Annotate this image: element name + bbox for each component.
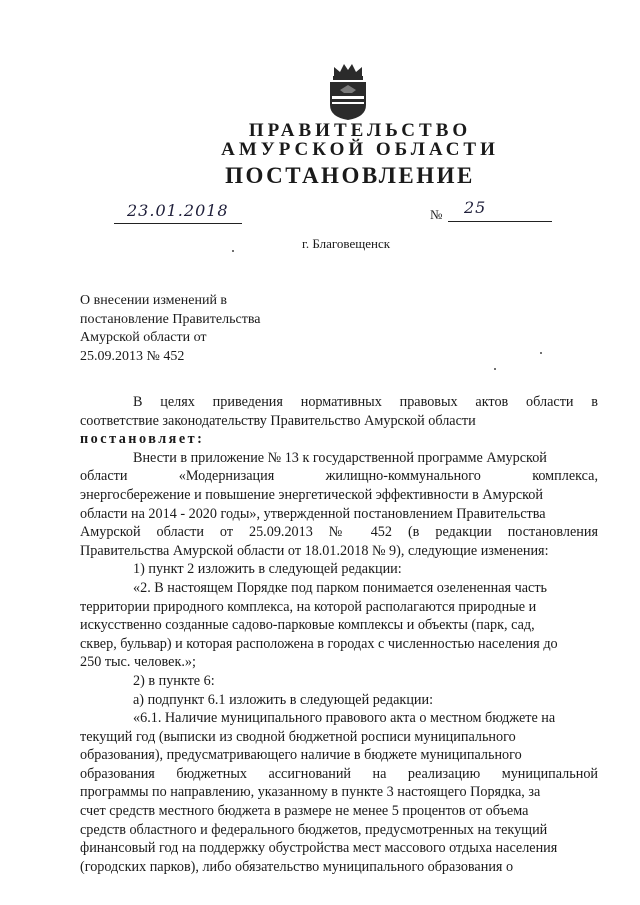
body-line: искусственно созданные садово-парковые комплексы и объекты (парк, сад, [80, 617, 535, 634]
number-label: № [430, 207, 443, 222]
body-line: программы по направлению, указанному в пункте 3 настоящего Порядка, за [80, 784, 541, 801]
subject-line: Амурской области от [80, 330, 207, 345]
body-line: территории природного комплекса, на которой располагаются природные и [80, 598, 537, 615]
body-line: образования бюджетных ассигнований на реализацию муниципальной [80, 765, 598, 782]
body-line: Внести в приложение № 13 к государственной программе Амурской [133, 449, 547, 466]
body-line: соответствие законодательству Правительство Амурской области [80, 412, 476, 429]
subject-line: 25.09.2013 № 452 [80, 348, 185, 364]
body-line: области на 2014 - 2020 годы», утвержденной постановлением Правительства [80, 505, 546, 522]
subject-line: постановление Правительства [80, 311, 261, 327]
body-line: (городских парков), либо обязательство муниципального образования о [80, 858, 514, 875]
document-date: 23.01.2018 [127, 201, 229, 220]
body-line: счет средств местного бюджета в размере не менее 5 процентов от объема [80, 803, 529, 820]
government-title-line2: АМУРСКОЙ ОБЛАСТИ [221, 139, 499, 160]
body-line: а) подпункт 6.1 изложить в следующей редакции: [133, 691, 434, 708]
government-title-line1: ПРАВИТЕЛЬСТВО [248, 120, 472, 141]
scan-speck [494, 368, 496, 370]
body-line: «2. В настоящем Порядке под парком понимается озелененная часть [133, 579, 547, 596]
body-line: энергосбережение и повышение энергетической эффективности в Амурской [80, 486, 543, 503]
body-line: В целях приведения нормативных правовых актов области в [133, 394, 598, 410]
document-number: 25 [464, 198, 487, 217]
resolves-keyword: постановляет: [80, 431, 205, 448]
city-name: г. Благовещенск [302, 236, 391, 251]
body-line: финансовый год на поддержку обустройства мест массового отдыха населения [80, 840, 558, 857]
body-line: образования), предусматривающего наличие в бюджете муниципального [80, 747, 522, 764]
body-line: текущий год (выписки из сводной бюджетной росписи муниципального [80, 728, 516, 745]
body-line: 250 тыс. человек.»; [80, 654, 196, 671]
scan-speck [232, 250, 234, 252]
scan-speck [540, 352, 542, 354]
document-subject [80, 292, 260, 366]
document-type-title: ПОСТАНОВЛЕНИЕ [225, 163, 475, 188]
document-body [80, 393, 598, 876]
body-line: «6.1. Наличие муниципального правового акта о местном бюджете на [133, 710, 556, 727]
body-line: Правительства Амурской области от 18.01.2018 № 9), следующие изменения: [80, 542, 549, 559]
body-line: средств областного и федерального бюджетов, предусмотренных на текущий [80, 821, 548, 838]
body-line: 1) пункт 2 изложить в следующей редакции: [133, 561, 402, 578]
body-line: Амурской области от 25.09.2013 № 452 (в редакции постановления [80, 524, 598, 541]
subject-line: О внесении изменений в [80, 293, 228, 308]
body-line: области «Модернизация жилищно-коммунального комплекса, [80, 468, 598, 485]
coat-of-arms-icon [326, 63, 370, 121]
body-line: сквер, бульвар) и которая расположена в городах с численностью населения до [80, 635, 558, 652]
body-line: 2) в пункте 6: [133, 672, 215, 689]
